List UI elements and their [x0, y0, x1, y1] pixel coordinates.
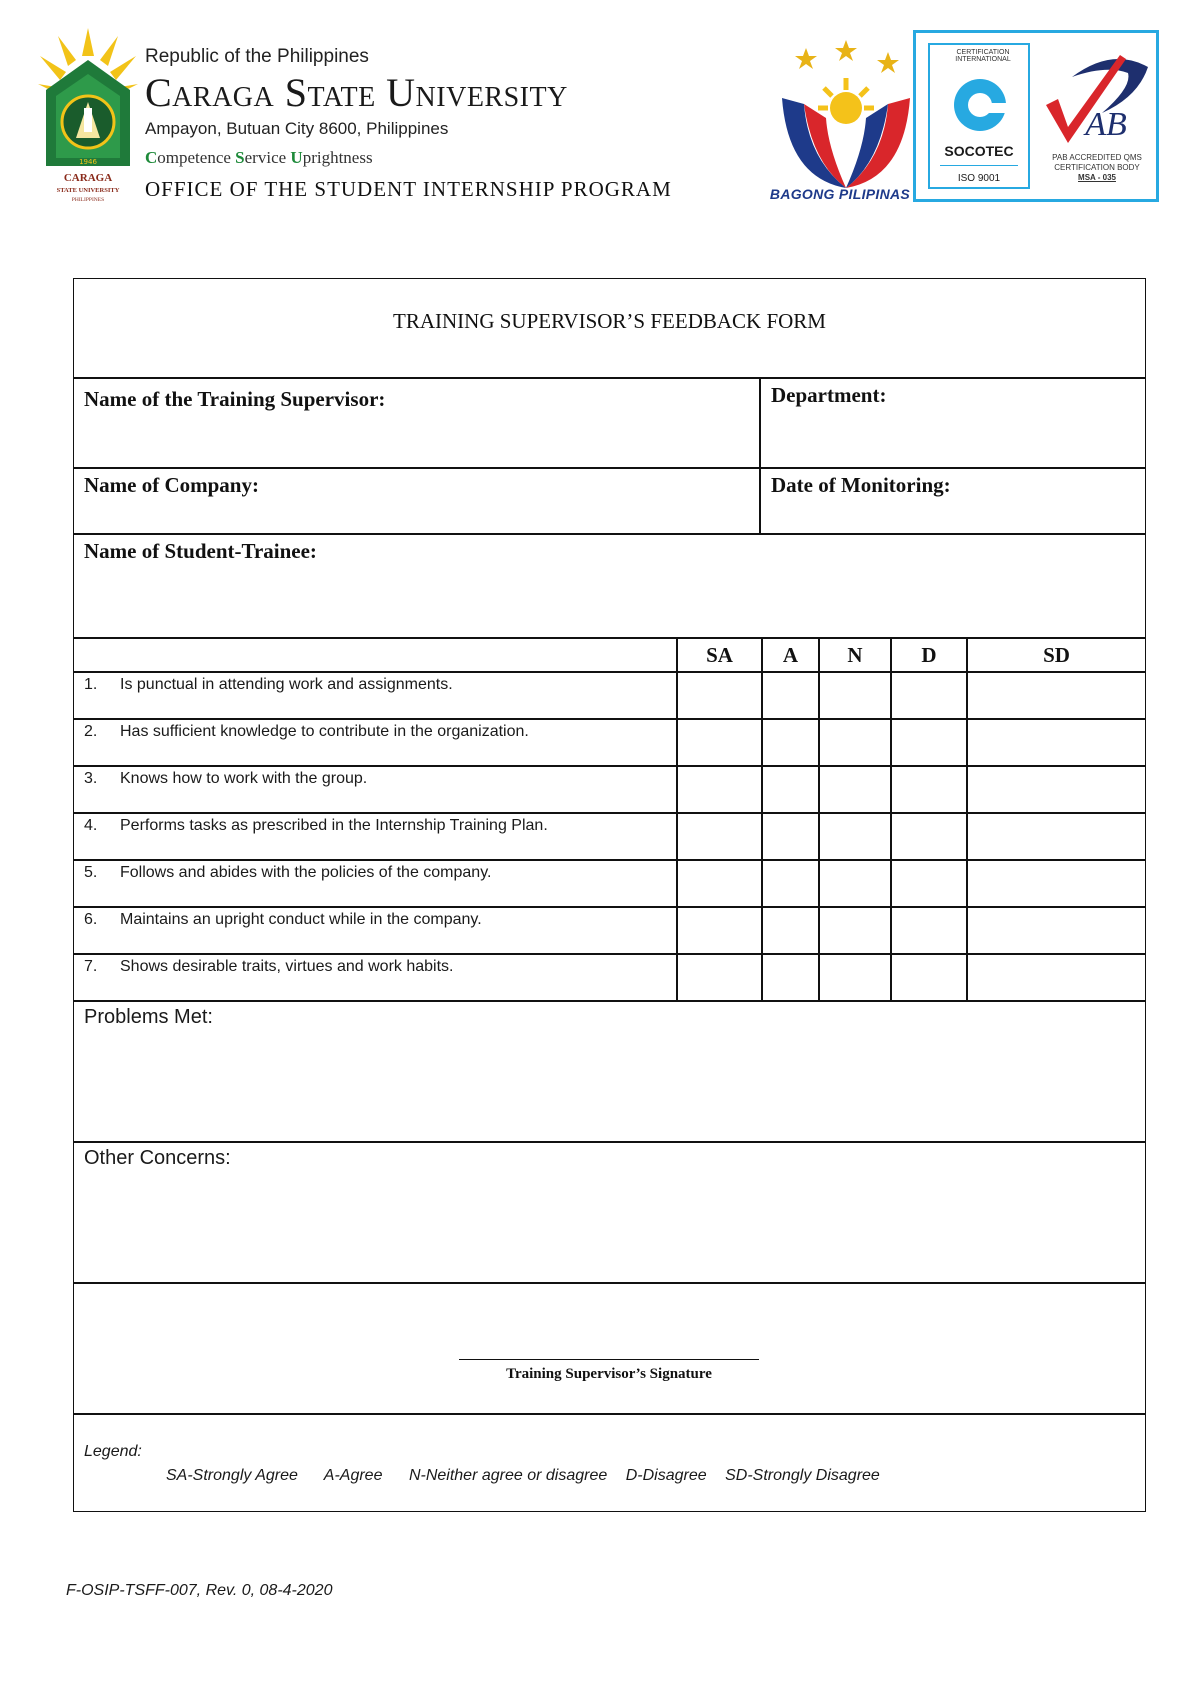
date-label: Date of Monitoring: [771, 473, 951, 497]
criterion-row [74, 813, 1145, 860]
certification-logos [913, 30, 1159, 202]
supervisor-department-row [74, 379, 1145, 469]
concerns-label: Other Concerns: [84, 1147, 231, 1169]
rating-cell-n[interactable] [819, 954, 891, 1001]
legend-item-sa: SA-Strongly Agree [166, 1467, 298, 1484]
criterion-text: 3. Knows how to work with the group. [74, 766, 677, 813]
department-field[interactable] [761, 379, 1145, 467]
letterhead-text [145, 46, 745, 202]
scale-header-a: A [762, 639, 819, 672]
company-name-field[interactable] [74, 469, 761, 533]
criterion-row [74, 860, 1145, 907]
criterion-text: 2. Has sufficient knowledge to contribute in the organization. [74, 719, 677, 766]
criteria-header [74, 639, 677, 672]
legend-item-d: D-Disagree [625, 1467, 707, 1484]
rating-cell-sd[interactable] [967, 719, 1145, 766]
rating-cell-sa[interactable] [677, 813, 762, 860]
bagong-pilipinas-logo [768, 38, 918, 204]
other-concerns-field[interactable] [74, 1143, 1145, 1284]
criterion-row [74, 719, 1145, 766]
rating-cell-a[interactable] [762, 954, 819, 1001]
department-label: Department: [771, 383, 887, 407]
pab-text: PAB ACCREDITED QMS CERTIFICATION BODY MSA - 035 [1052, 153, 1142, 182]
rating-cell-n[interactable] [819, 860, 891, 907]
scale-header-d: D [891, 639, 967, 672]
rating-table [74, 639, 1145, 1002]
csu-seal-logo [38, 26, 138, 216]
legend-item-n: N-Neither agree or disagree [408, 1467, 608, 1484]
supervisor-label: Name of the Training Supervisor: [84, 387, 386, 411]
rating-cell-sa[interactable] [677, 766, 762, 813]
criterion-row [74, 766, 1145, 813]
rating-cell-a[interactable] [762, 907, 819, 954]
criterion-text: 7. Shows desirable traits, virtues and work habits. [74, 954, 677, 1001]
feedback-form [73, 278, 1146, 1512]
rating-cell-a[interactable] [762, 672, 819, 719]
company-date-row [74, 469, 1145, 535]
iso-label: ISO 9001 [957, 173, 1001, 184]
criterion-row [74, 907, 1145, 954]
rating-cell-n[interactable] [819, 672, 891, 719]
socotec-name: SOCOTEC [944, 143, 1014, 159]
scale-header-sa: SA [677, 639, 762, 672]
pab-code: MSA - 035 [1078, 173, 1116, 182]
criterion-row [74, 672, 1145, 719]
rating-cell-sa[interactable] [677, 719, 762, 766]
rating-cell-sd[interactable] [967, 907, 1145, 954]
rating-cell-a[interactable] [762, 813, 819, 860]
rating-cell-d[interactable] [891, 813, 967, 860]
rating-cell-sd[interactable] [967, 672, 1145, 719]
svg-text:1946: 1946 [79, 158, 97, 166]
rating-cell-n[interactable] [819, 907, 891, 954]
csu-seal-text: CARAGA [63, 172, 113, 184]
scale-header-sd: SD [967, 639, 1145, 672]
office-name: OFFICE OF THE STUDENT INTERNSHIP PROGRAM [145, 177, 672, 201]
problems-met-field[interactable] [74, 1002, 1145, 1143]
criterion-text: 6. Maintains an upright conduct while in the company. [74, 907, 677, 954]
company-label: Name of Company: [84, 473, 259, 497]
form-code-footer: F-OSIP-TSFF-007, Rev. 0, 08-4-2020 [66, 1582, 333, 1599]
rating-cell-sd[interactable] [967, 813, 1145, 860]
pab-mark-text: AB [1085, 106, 1127, 143]
rating-header-row [74, 639, 1145, 672]
signature-label: Training Supervisor’s Signature [506, 1366, 712, 1382]
rating-cell-sd[interactable] [967, 766, 1145, 813]
criterion-row [74, 954, 1145, 1001]
university-address: Ampayon, Butuan City 8600, Philippines [145, 119, 449, 138]
socotec-badge [928, 43, 1030, 189]
letterhead-header [0, 0, 1200, 230]
rating-cell-sa[interactable] [677, 860, 762, 907]
legend-items [84, 1467, 1135, 1485]
legend-item-a: A-Agree [323, 1467, 383, 1484]
rating-cell-d[interactable] [891, 860, 967, 907]
rating-cell-d[interactable] [891, 907, 967, 954]
signature-section [74, 1284, 1145, 1415]
rating-cell-d[interactable] [891, 719, 967, 766]
rating-cell-d[interactable] [891, 766, 967, 813]
form-title: TRAINING SUPERVISOR’S FEEDBACK FORM [74, 279, 1145, 379]
criterion-text: 4. Performs tasks as prescribed in the Internship Training Plan. [74, 813, 677, 860]
svg-text:PHILIPPINES: PHILIPPINES [71, 197, 105, 203]
republic-line: Republic of the Philippines [145, 46, 369, 67]
legend-item-sd: SD-Strongly Disagree [725, 1467, 880, 1484]
bagong-pilipinas-text: BAGONG PILIPINAS [769, 186, 911, 202]
student-label: Name of Student-Trainee: [84, 539, 317, 563]
socotec-arc-text: CERTIFICATION INTERNATIONAL [955, 49, 1011, 63]
criterion-text: 1. Is punctual in attending work and assignments. [74, 672, 677, 719]
scale-header-n: N [819, 639, 891, 672]
date-of-monitoring-field[interactable] [761, 469, 1145, 533]
rating-cell-sa[interactable] [677, 907, 762, 954]
rating-cell-sa[interactable] [677, 672, 762, 719]
legend-section [74, 1415, 1145, 1511]
problems-label: Problems Met: [84, 1006, 213, 1028]
university-name: Caraga State University [145, 70, 568, 115]
university-motto: Competence Service Uprightness [145, 148, 373, 167]
socotec-icon [950, 73, 1010, 137]
svg-text:STATE UNIVERSITY: STATE UNIVERSITY [56, 187, 120, 194]
socotec-divider [940, 165, 1018, 166]
rating-cell-n[interactable] [819, 766, 891, 813]
pab-checkmark-icon [1042, 47, 1152, 147]
supervisor-name-field[interactable] [74, 379, 761, 467]
rating-cell-a[interactable] [762, 719, 819, 766]
student-trainee-field[interactable] [74, 535, 1145, 639]
legend-label: Legend: [84, 1443, 142, 1460]
rating-cell-d[interactable] [891, 672, 967, 719]
rating-cell-n[interactable] [819, 813, 891, 860]
criterion-text: 5. Follows and abides with the policies of the company. [74, 860, 677, 907]
rating-cell-sa[interactable] [677, 954, 762, 1001]
rating-cell-sd[interactable] [967, 860, 1145, 907]
rating-cell-a[interactable] [762, 860, 819, 907]
signature-line[interactable] [459, 1359, 759, 1360]
rating-cell-a[interactable] [762, 766, 819, 813]
rating-cell-d[interactable] [891, 954, 967, 1001]
rating-cell-n[interactable] [819, 719, 891, 766]
rating-cell-sd[interactable] [967, 954, 1145, 1001]
